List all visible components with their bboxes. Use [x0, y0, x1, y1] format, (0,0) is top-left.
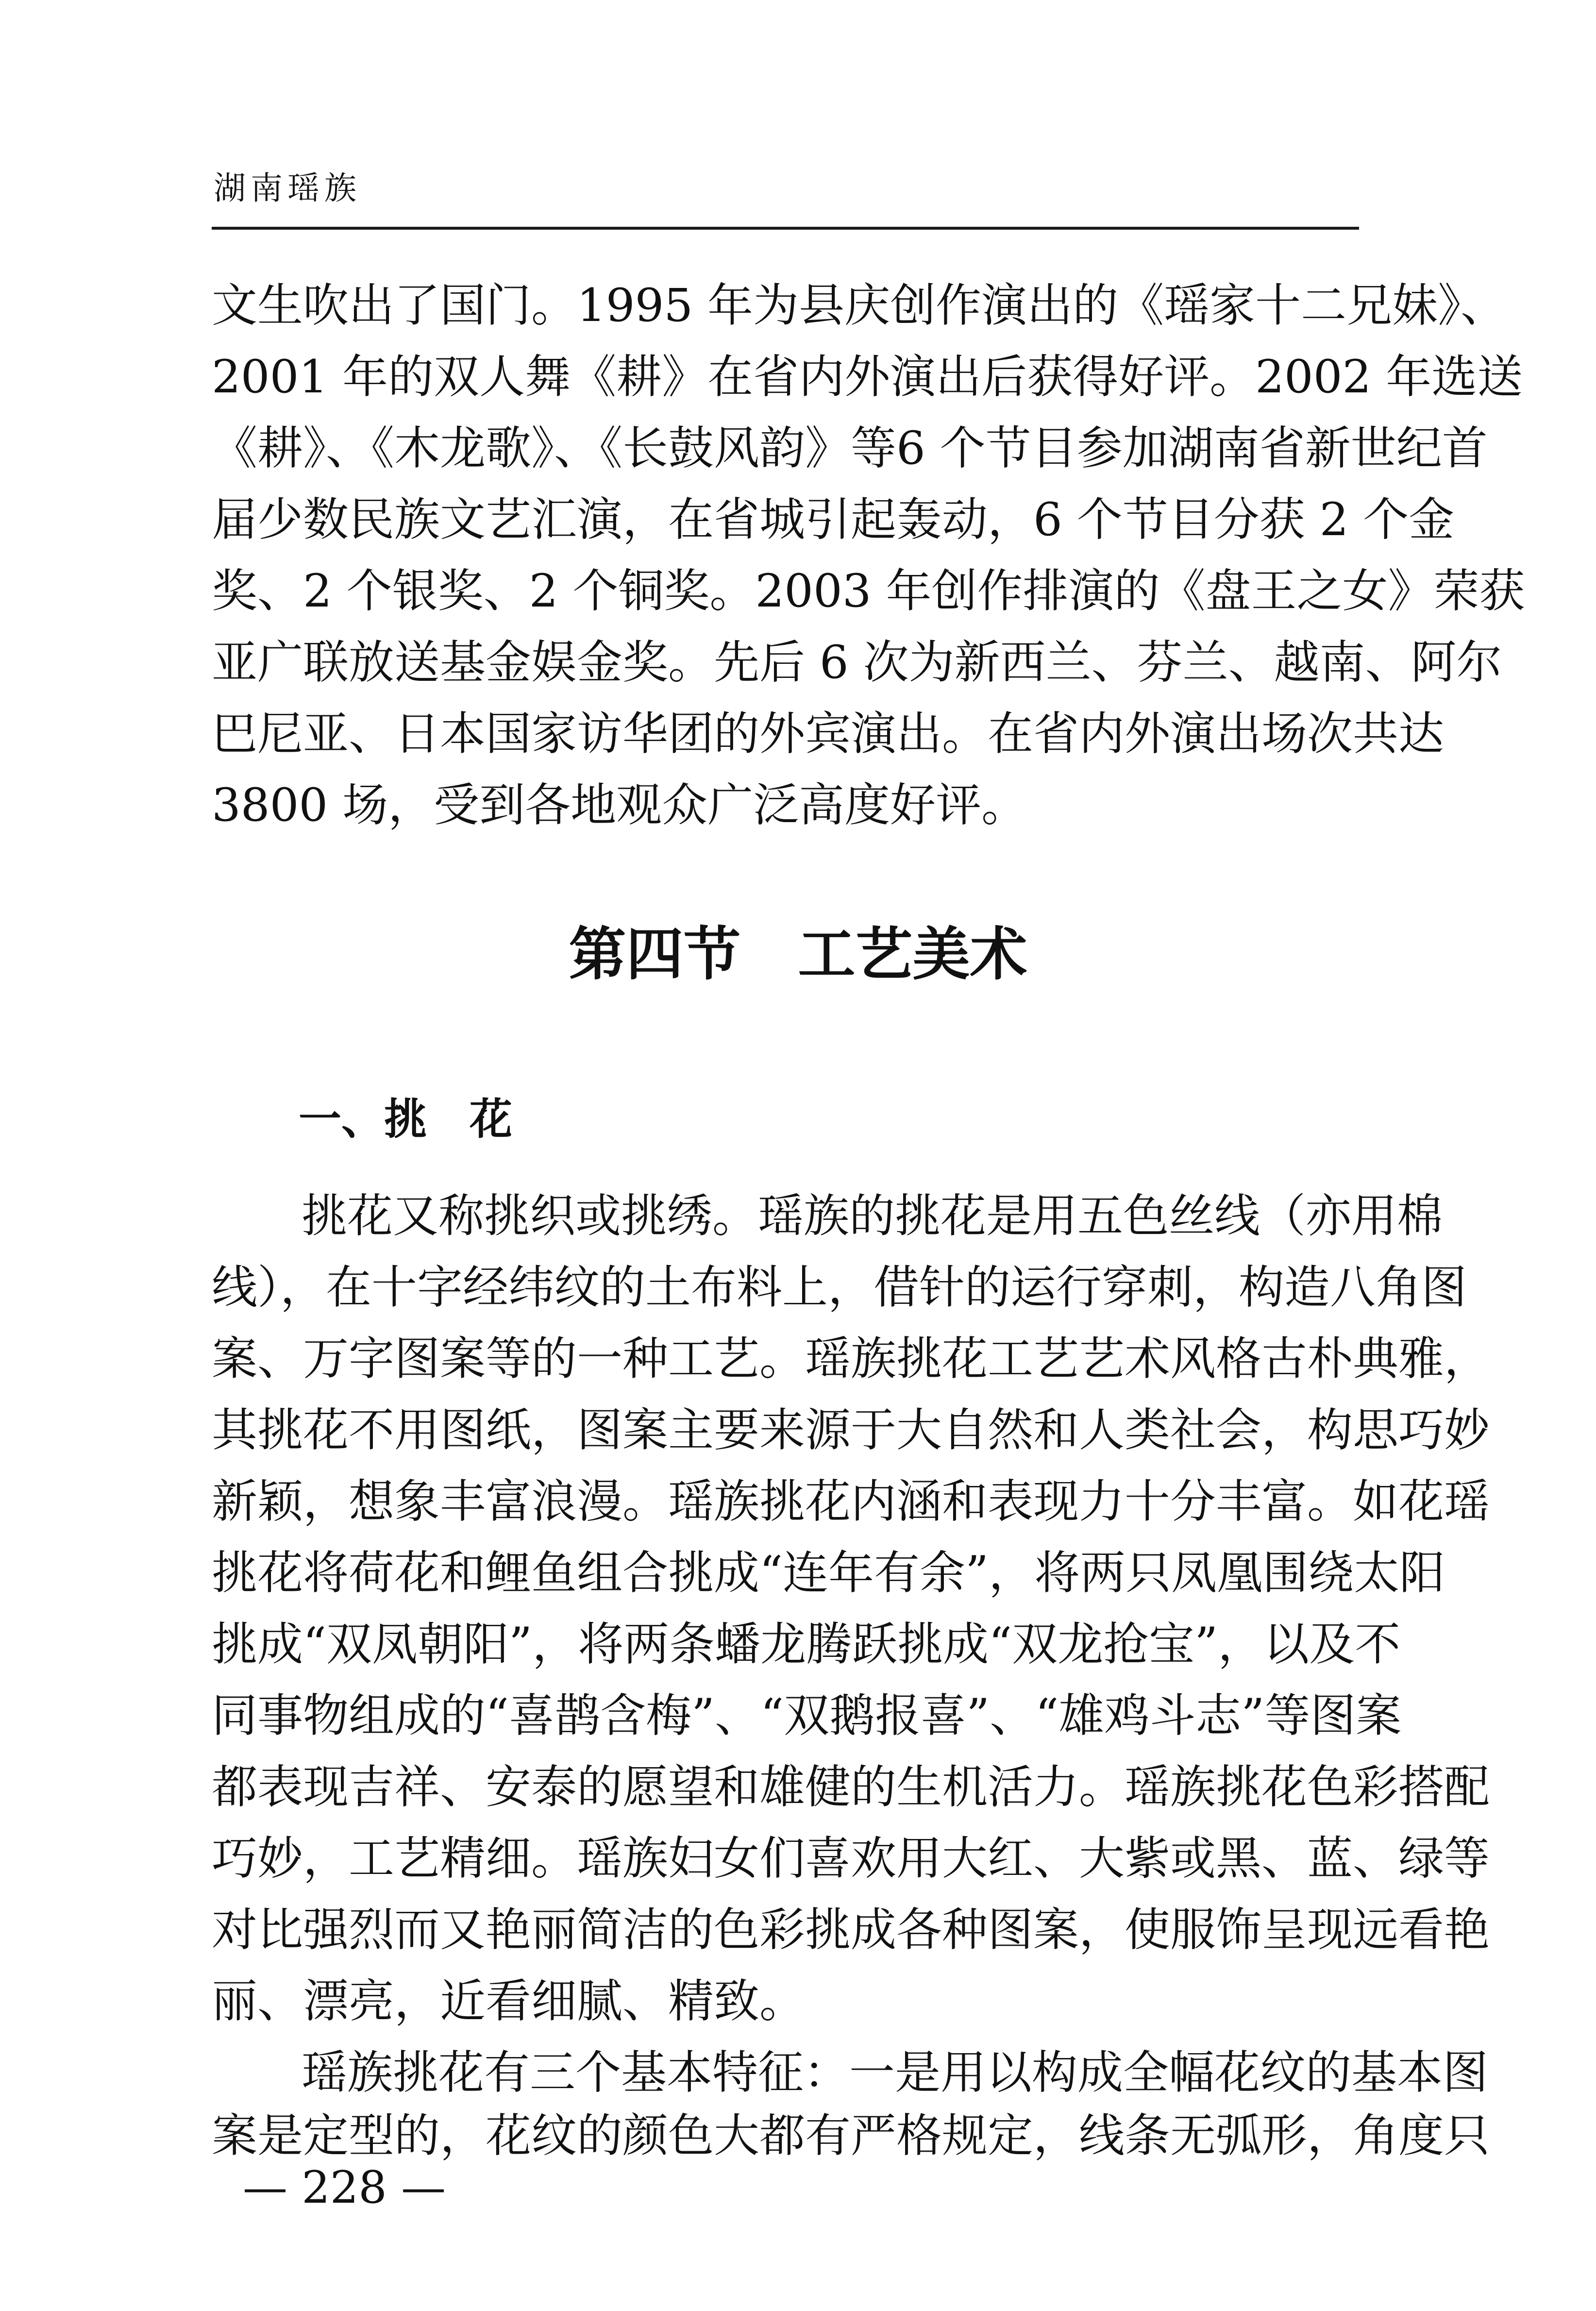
text-line: 案、万字图案等的一种工艺。瑶族挑花工艺艺术风格古朴典雅，	[212, 1333, 1490, 1385]
text-line: 文生吹出了国门。1995 年为县庆创作演出的《瑶家十二兄妹》、	[212, 279, 1507, 332]
header-rule	[212, 227, 1359, 230]
text-line: 线），在十字经纬纹的土布料上，借针的运行穿刺，构造八角图	[212, 1261, 1467, 1314]
text-line: 挑成“双凤朝阳”，将两条蟠龙腾跃挑成“双龙抢宝”，以及不	[212, 1618, 1401, 1671]
text-line: 巧妙，工艺精细。瑶族妇女们喜欢用大红、大紫或黑、蓝、绿等	[212, 1832, 1490, 1885]
text-line: 挑花又称挑织或挑绣。瑶族的挑花是用五色丝线（亦用棉	[302, 1190, 1443, 1243]
text-line: 案是定型的，花纹的颜色大都有严格规定，线条无弧形，角度只	[212, 2109, 1490, 2162]
section-title: 第四节 工艺美术	[569, 921, 1027, 988]
text-line: 对比强烈而又艳丽简洁的色彩挑成各种图案，使服饰呈现远看艳	[212, 1904, 1490, 1957]
text-line: 新颖，想象丰富浪漫。瑶族挑花内涵和表现力十分丰富。如花瑶	[212, 1475, 1490, 1528]
text-line: 其挑花不用图纸，图案主要来源于大自然和人类社会，构思巧妙	[212, 1404, 1490, 1457]
page-number: — 228 —	[243, 2161, 446, 2213]
text-line: 届少数民族文艺汇演，在省城引起轰动，6 个节目分获 2 个金	[212, 493, 1455, 546]
text-line: 奖、2 个银奖、2 个铜奖。2003 年创作排演的《盘王之女》荣获	[212, 565, 1525, 618]
text-line: 同事物组成的“喜鹊含梅”、“双鹅报喜”、“雄鸡斗志”等图案	[212, 1689, 1402, 1742]
text-line: 亚广联放送基金娱金奖。先后 6 次为新西兰、芬兰、越南、阿尔	[212, 636, 1502, 689]
text-line: 都表现吉祥、安泰的愿望和雄健的生机活力。瑶族挑花色彩搭配	[212, 1761, 1490, 1814]
text-line: 挑花将荷花和鲤鱼组合挑成“连年有余”，将两只凤凰围绕太阳	[212, 1547, 1445, 1600]
text-line: 丽、漂亮，近看细腻、精致。	[212, 1975, 806, 2028]
text-line: 《耕》、《木龙歌》、《长鼓风韵》等6 个节目参加湖南省新世纪首	[212, 422, 1488, 475]
text-line: 3800 场，受到各地观众广泛高度好评。	[212, 779, 1027, 832]
text-line: 瑶族挑花有三个基本特征：一是用以构成全幅花纹的基本图	[302, 2046, 1489, 2099]
running-head: 湖南瑶族	[214, 169, 361, 207]
text-line: 2001 年的双人舞《耕》在省内外演出后获得好评。2002 年选送	[212, 351, 1523, 404]
text-line: 巴尼亚、日本国家访华团的外宾演出。在省内外演出场次共达	[212, 708, 1445, 760]
subsection-heading: 一、挑 花	[299, 1094, 513, 1144]
